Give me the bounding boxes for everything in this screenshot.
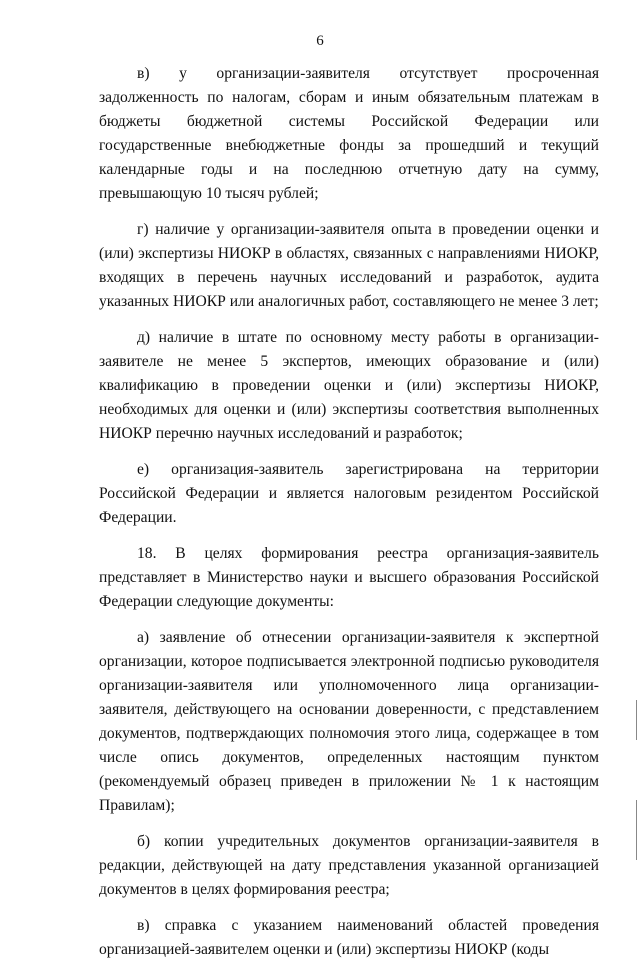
- paragraph-subitem-v-tax-debt: в) у организации-заявителя отсутствует просроченная задолженность по налогам, сборам и иным обязательным платежам в бюджеты бюджетной системы Российской Федерации или государственные внебюджетные фонды за прошедший и текущий календарные годы и на последнюю отчетную дату на сумму, превышающую 10 тысяч рублей;: [99, 65, 599, 202]
- document-body: [99, 62, 599, 962]
- paragraph-subitem-b-charter-copies: б) копии учредительных документов организации-заявителя в редакции, действующей на дату представления указанной организацией документов в целях формирования реестра;: [99, 833, 599, 898]
- paragraph-item-18: 18. В целях формирования реестра организация-заявитель представляет в Министерство науки и высшего образования Российской Федерации следующие документы:: [99, 545, 599, 610]
- page-number: 6: [316, 33, 324, 49]
- paragraph-subitem-a-application: а) заявление об отнесении организации-заявителя к экспертной организации, которое подписывается электронной подписью руководителя организации-заявителя или уполномоченного лица организации-заявителя, действующего на основании доверенности, с представлением документов, подтверждающих полномочия этого лица, содержащее в том числе опись документов, определенных настоящим пунктом (рекомендуемый образец приведен в приложении № 1 к настоящим Правилам);: [99, 629, 599, 814]
- paragraph-subitem-g-experience: г) наличие у организации-заявителя опыта в проведении оценки и (или) экспертизы НИОКР в областях, связанных с направлениями НИОКР, входящих в перечень научных исследований и разработок, аудита указанных НИОКР или аналогичных работ, составляющего не менее 3 лет;: [99, 221, 599, 310]
- paragraph-subitem-d-experts: д) наличие в штате по основному месту работы в организации-заявителе не менее 5 экспертов, имеющих образование и (или) квалификацию в проведении оценки и (или) экспертизы НИОКР, необходимых для оценки и (или) экспертизы соответствия выполненных НИОКР перечню научных исследований и разработок;: [99, 329, 599, 442]
- scan-edge-mark: [636, 700, 637, 740]
- paragraph-subitem-e-registration: е) организация-заявитель зарегистрирована на территории Российской Федерации и является налоговым резидентом Российской Федерации.: [99, 461, 599, 526]
- paragraph-subitem-v-certificate: в) справка с указанием наименований областей проведения организацией-заявителем оценки и (или) экспертизы НИОКР (коды: [99, 917, 599, 958]
- scan-edge-mark: [636, 800, 637, 860]
